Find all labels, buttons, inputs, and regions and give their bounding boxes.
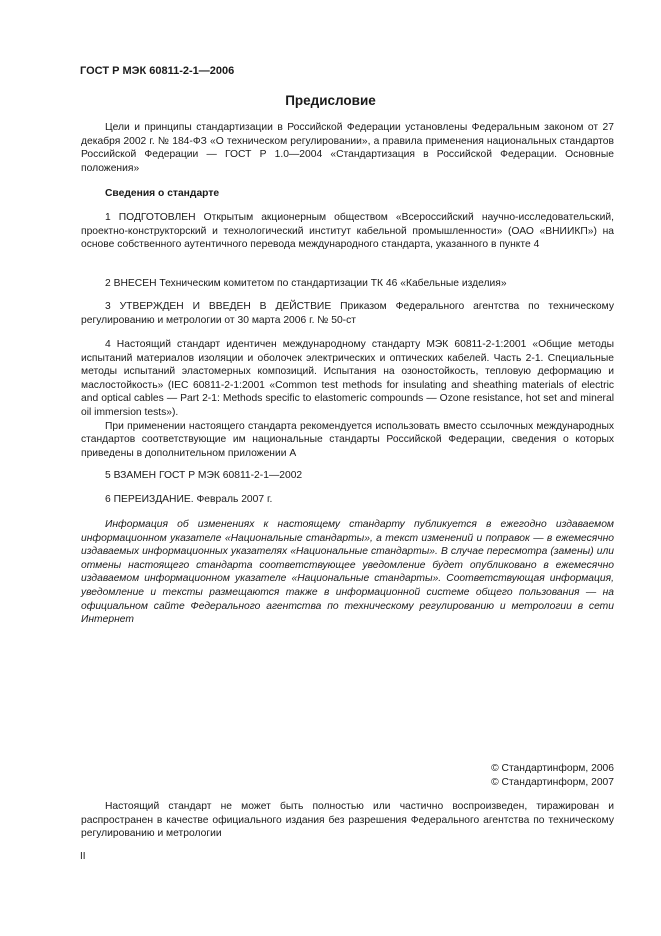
item-6 xyxy=(81,493,614,507)
item-4-continuation: При применении настоящего стандарта рекомендуется использовать вместо ссылочных международных стандартов соответствующие им национальные стандарты Российской Федерации, сведения о которых приведены в дополнительном приложении А xyxy=(81,420,614,459)
reproduction-note-text: Настоящий стандарт не может быть полностью или частично воспроизведен, тиражирован и распространен в качестве официального издания без разрешения Федерального агентства по техническому регулированию и метрологии xyxy=(81,801,614,840)
item-4 xyxy=(81,338,614,460)
copyright-line: © Стандартинформ, 2007 xyxy=(491,776,614,788)
item-1-text: 1 ПОДГОТОВЛЕН Открытым акционерным обществом «Всероссийский научно-исследовательский, проектно-конструкторский и технологический институт кабельной промышленности» (ОАО «ВНИИКП») на основе собственного аутентичного перевода международного стандарта, указанного в пункте 4 xyxy=(81,212,614,251)
item-6-text: 6 ПЕРЕИЗДАНИЕ. Февраль 2007 г. xyxy=(105,494,273,505)
page-title: Предисловие xyxy=(285,93,376,108)
copyright-line: © Стандартинформ, 2006 xyxy=(491,763,614,774)
document-header: ГОСТ Р МЭК 60811-2-1—2006 xyxy=(80,65,235,77)
item-3 xyxy=(81,300,614,327)
copyright-block xyxy=(491,762,614,789)
info-note-text: Информация об изменениях к настоящему стандарту публикуется в ежегодно издаваемом информационном указателе «Национальные стандарты», а текст изменений и поправок — в ежемесячно издаваемых информационных указателях «Национальные стандарты». В случае пересмотра (замены) или отмены настоящего стандарта соответствующее уведомление будет опубликовано в ежемесячно издаваемом информационном указателе «Национальные стандарты». Соответствующая информация, уведомление и тексты размещаются также в информационной системе общего пользования — на официальном сайте Федерального агентства по техническому регулированию и метрологии в сети Интернет xyxy=(81,519,614,626)
item-2 xyxy=(81,277,614,291)
reproduction-note xyxy=(81,800,614,841)
intro-text: Цели и принципы стандартизации в Российской Федерации установлены Федеральным законом от 27 декабря 2002 г. № 184-ФЗ «О техническом регулировании», а правила применения национальных стандартов Российской Федерации — ГОСТ Р 1.0—2004 «Стандартизация в Российской Федерации. Основные положения» xyxy=(81,122,614,174)
section-title: Сведения о стандарте xyxy=(105,188,220,199)
item-2-text: 2 ВНЕСЕН Техническим комитетом по стандартизации ТК 46 «Кабельные изделия» xyxy=(105,278,507,289)
item-4-text: 4 Настоящий стандарт идентичен международному стандарту МЭК 60811-2-1:2001 «Общие методы испытаний материалов изоляции и оболочек электрических и оптических кабелей. Часть 2-1. Специальные методы испытаний эластомерных композиций. Испытания на озоностойкость, тепловую деформацию и маслостойкость» (IEC 60811-2-1:2001 «Common test methods for insulating and sheathing materials of electric and optical cables — Part 2-1: Methods specific to elastomeric compounds — Ozone resistance, hot set and mineral oil immersion tests»). xyxy=(81,339,614,418)
intro-paragraph xyxy=(81,121,614,175)
item-5 xyxy=(81,469,614,483)
info-note xyxy=(81,518,614,627)
item-5-text: 5 ВЗАМЕН ГОСТ Р МЭК 60811-2-1—2002 xyxy=(105,470,303,481)
item-3-text: 3 УТВЕРЖДЕН И ВВЕДЕН В ДЕЙСТВИЕ Приказом Федерального агентства по техническому регулированию и метрологии от 30 марта 2006 г. № 50-ст xyxy=(81,301,614,326)
page-number: II xyxy=(80,851,86,862)
item-1 xyxy=(81,211,614,252)
